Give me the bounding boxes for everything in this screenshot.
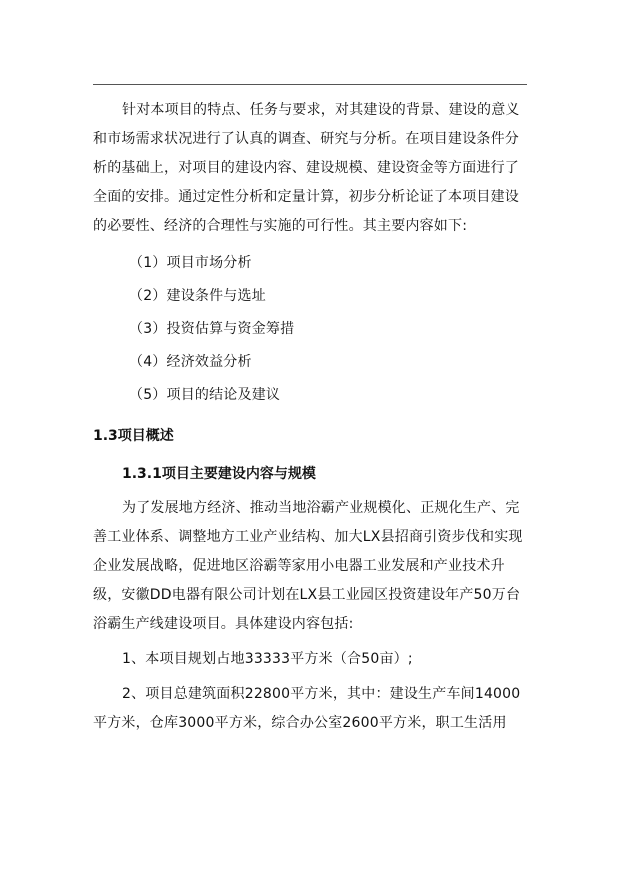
body-paragraph: 2、项目总建筑面积22800平方米，其中：建设生产车间14000平方米，仓库3000平方米，综合办公室2600平方米，职工生活用	[93, 686, 521, 731]
list-item: （4）经济效益分析	[129, 354, 252, 370]
subsection-heading: 1.3.1项目主要建设内容与规模	[122, 466, 316, 482]
list-item: （1）项目市场分析	[129, 255, 252, 271]
header-rule	[93, 84, 527, 85]
body-paragraph: 1、本项目规划占地33333平方米（合50亩）;	[122, 651, 413, 667]
list-item: （3）投资估算与资金筹措	[129, 321, 295, 337]
list-item: （5）项目的结论及建议	[129, 387, 281, 403]
document-body	[93, 96, 529, 738]
content-list	[93, 247, 529, 412]
list-item: （2）建设条件与选址	[129, 288, 266, 304]
intro-paragraph: 针对本项目的特点、任务与要求，对其建设的背景、建设的意义和市场需求状况进行了认真的调查、研究与分析。在项目建设条件分析的基础上，对项目的建设内容、建设规模、建设资金等方面进行了全面的安排。通过定性分析和定量计算，初步分析论证了本项目建设的必要性、经济的合理性与实施的可行性。其主要内容如下:	[93, 102, 520, 234]
body-paragraph: 为了发展地方经济、推动当地浴霸产业规模化、正规化生产、完善工业体系、调整地方工业产业结构、加大LX县招商引资步伐和实现企业发展战略，促进地区浴霸等家用小电器工业发展和产业技术升级，安徽DD电器有限公司计划在LX县工业园区投资建设年产50万台浴霸生产线建设项目。具体建设内容包括:	[93, 500, 523, 632]
section-heading: 1.3项目概述	[93, 428, 174, 444]
